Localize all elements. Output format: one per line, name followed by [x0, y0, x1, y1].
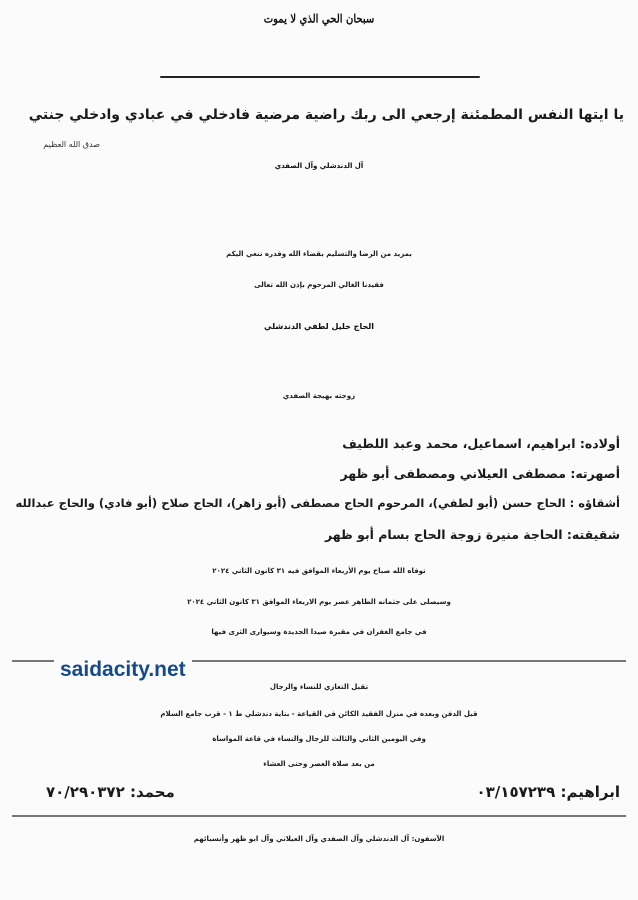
intro-line-2: فقيدنا الغالي المرحوم بإذن الله تعالى	[254, 281, 384, 289]
verse-source: صدق الله العظيم	[43, 140, 100, 149]
condolences-location: قبل الدفن وبعده في منزل الفقيد الكائن في القياعة - بناية دندشلي ط ١ - قرب جامع السلام	[160, 710, 478, 718]
condolences-hours: من بعد صلاة العصر وحتى العشاء	[263, 760, 375, 768]
brothers-line: أشقاؤه : الحاج حسن (أبو لطفي)، المرحوم الحاج مصطفى (أبو زاهر)، الحاج صلاح (أبو فادي) والحاج عبدالله	[15, 496, 620, 510]
phone-ibrahim-number: ٠٣/١٥٧٢٣٩	[476, 783, 556, 801]
deceased-name: الحاج خليل لطفي الدندشلي	[264, 322, 374, 331]
phone-ibrahim	[477, 783, 621, 801]
funeral-prayer-line: وسيصلى على جثمانه الطاهر عصر يوم الاربعاء الموافق ٣١ كانون الثاني ٢٠٢٤	[187, 598, 451, 606]
intro-line-1: بمزيد من الرضا والتسليم بقضاء الله وقدره ننعي اليكم	[226, 250, 412, 258]
calligraphy-heading: سبحان الحي الذي لا يموت	[263, 13, 375, 26]
condolences-days: وفي اليومين الثاني والثالث للرجال والنساء في قاعة المواساة	[212, 735, 426, 743]
phone-mohammad-number: ٧٠/٢٩٠٣٧٢	[46, 783, 125, 801]
calligraphy-underline	[160, 76, 480, 78]
death-date-line: توفاه الله صباح يوم الأربعاء الموافق فيه ٣١ كانون الثاني ٢٠٢٤	[212, 567, 426, 575]
children-line: أولاده: ابراهيم، اسماعيل، محمد وعبد اللطيف	[342, 436, 620, 451]
burial-place-line: في جامع الغفران في مقبرة صيدا الجديدة وسيوارى الثرى فيها	[211, 628, 427, 636]
mourners-line: الآسفون: آل الدندشلي وآل الصفدي وآل العيلاني وآل ابو ظهر وأنسبائهم	[193, 835, 445, 843]
phone-mohammad-label: محمد:	[129, 783, 175, 801]
inlaws-line: أصهرته: مصطفى العيلاني ومصطفى أبو ظهر	[340, 466, 620, 481]
phone-ibrahim-label: ابراهيم:	[560, 783, 620, 801]
quran-verse: يا ايتها النفس المطمئنة إرجعي الى ربك راضية مرضية فادخلي في عبادي وادخلي جنتي	[28, 107, 624, 123]
site-watermark: saidacity.net	[54, 658, 192, 682]
condolences-heading: تقبل التعازي للنساء والرجال	[269, 683, 369, 691]
sister-line: شقيقته: الحاجة منيرة زوجة الحاج بسام أبو ظهر	[324, 527, 620, 542]
families-title: آل الدندشلي وآل الصفدي	[274, 162, 364, 170]
wife-line: زوجته بهيجة الصفدي	[282, 392, 356, 400]
divider	[12, 815, 626, 817]
phone-mohammad	[46, 783, 175, 801]
